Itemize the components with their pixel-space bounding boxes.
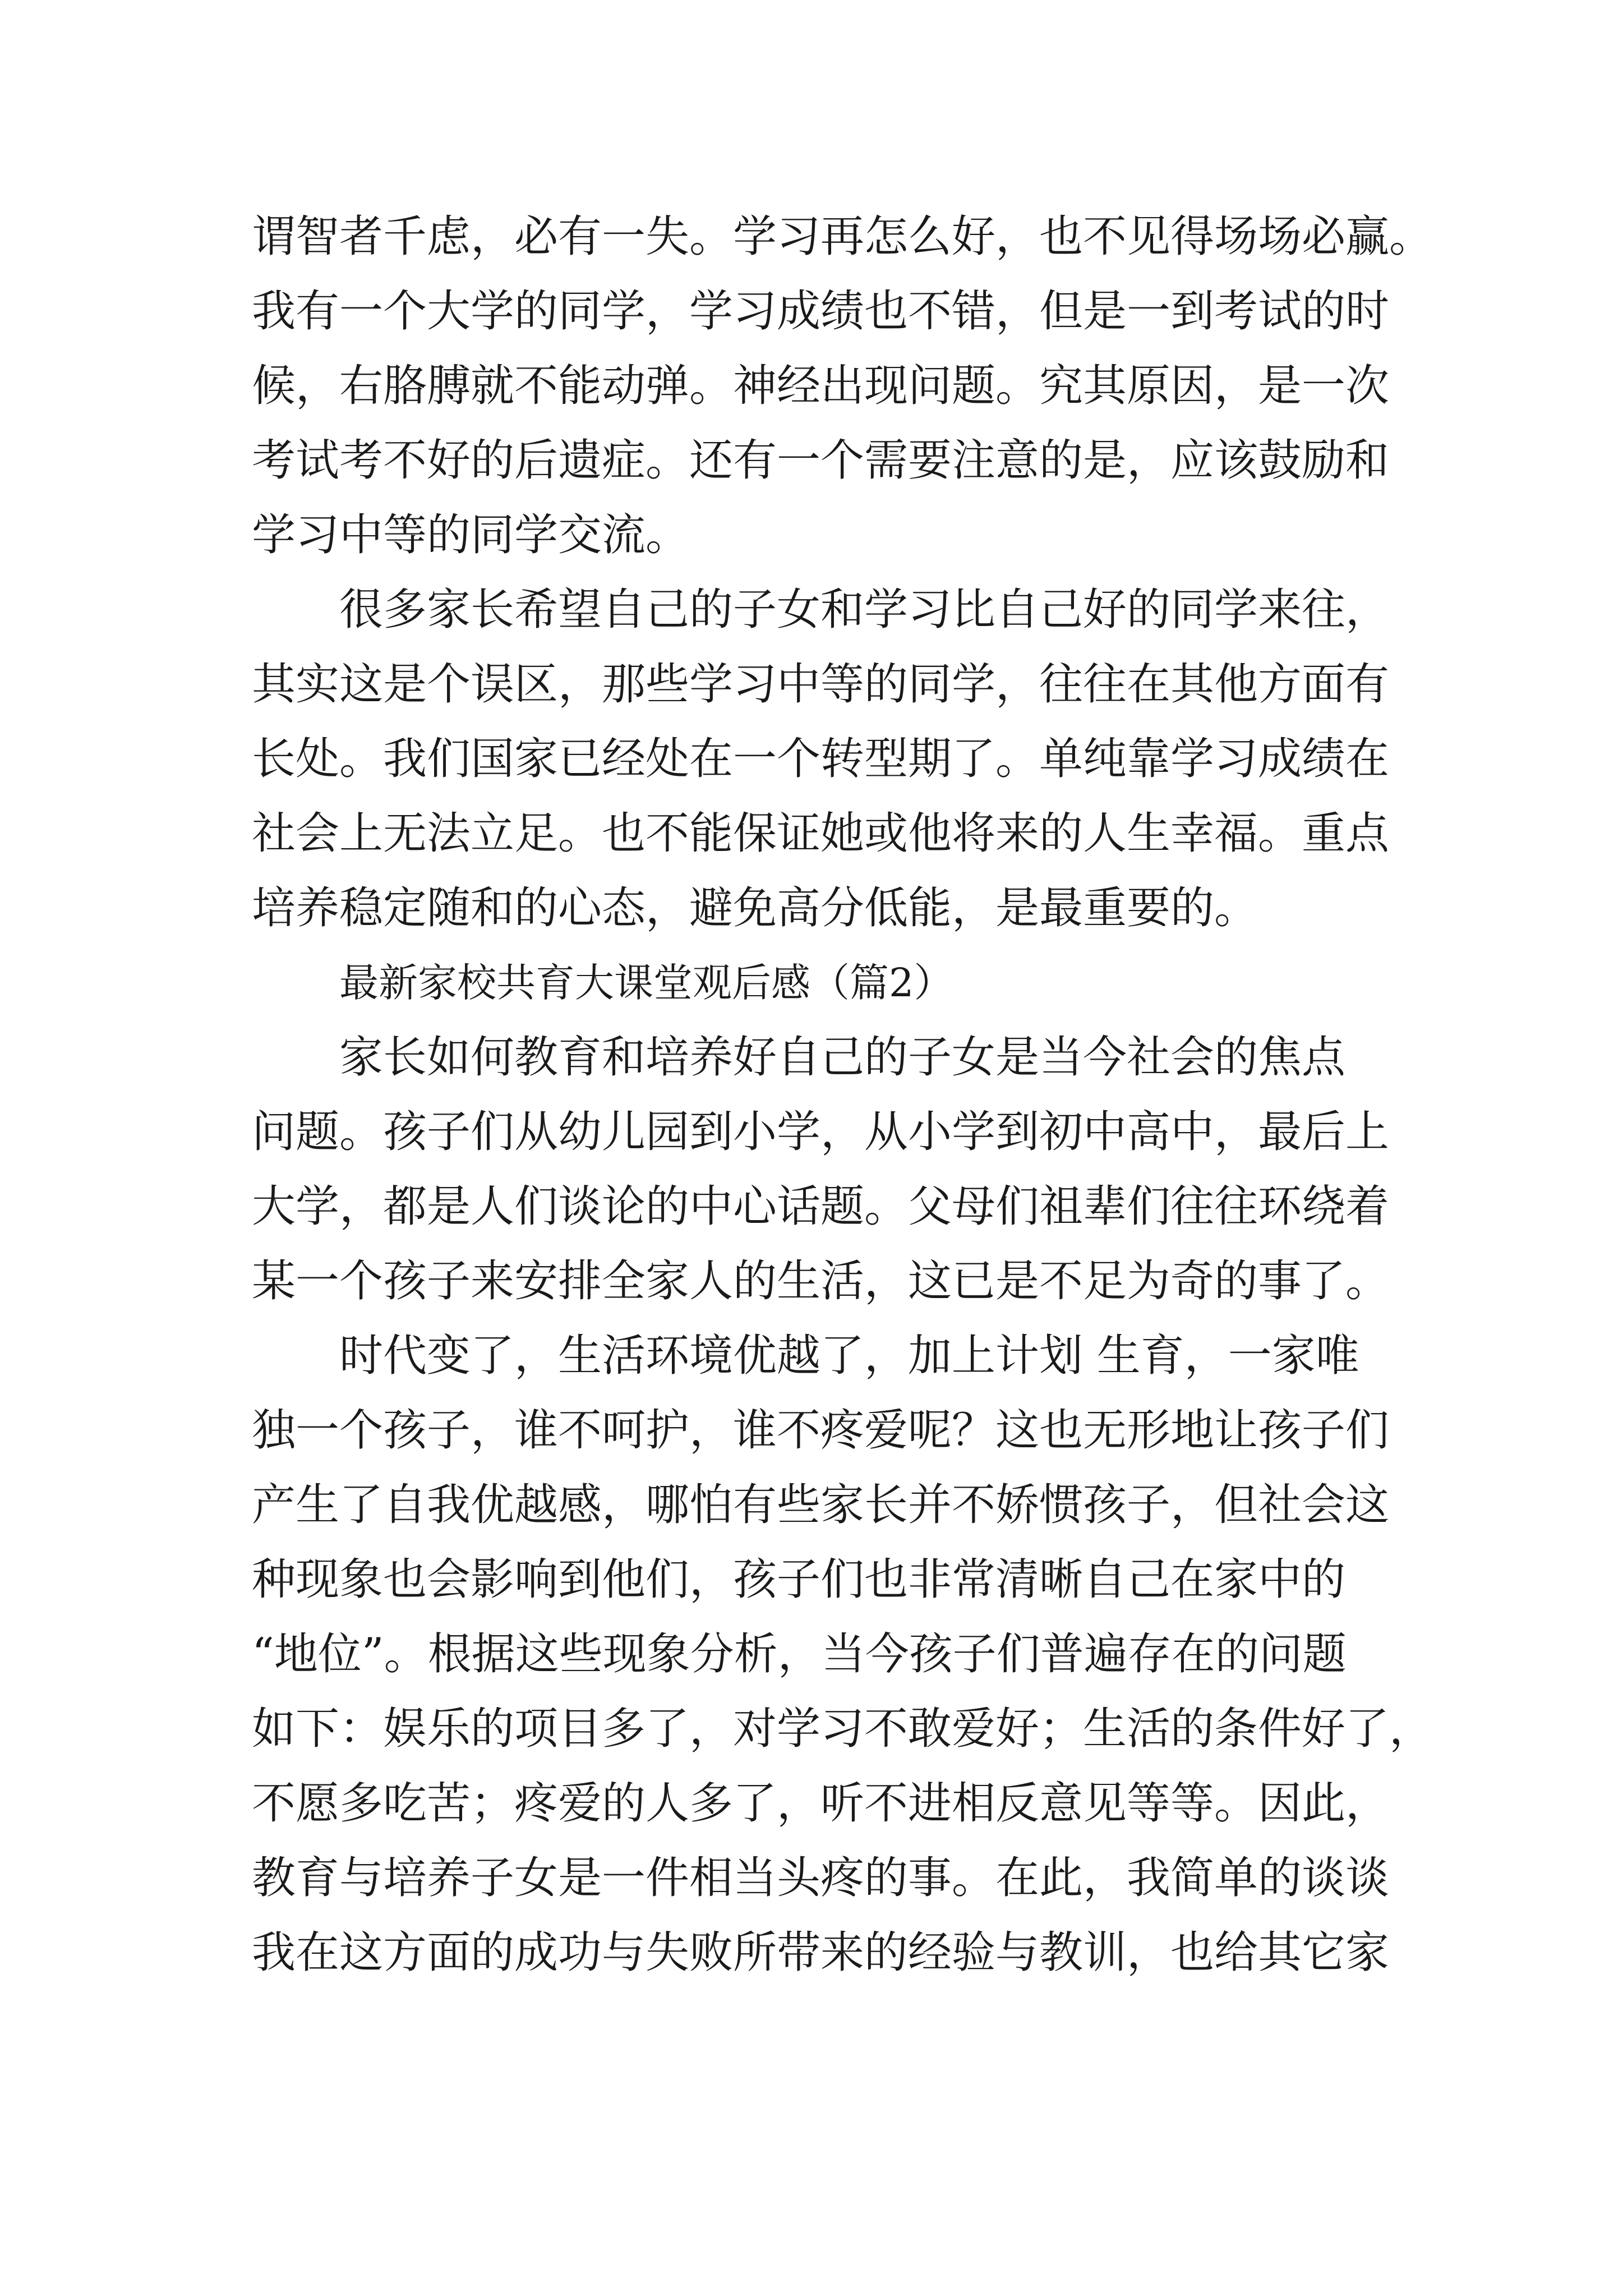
text-line: 某一个孩子来安排全家人的生活，这已是不足为奇的事了。 (252, 1256, 1390, 1306)
text-line: 不愿多吃苦；疼爱的人多了，听不进相反意见等等。因此， (252, 1778, 1390, 1829)
text-line: 候，右胳膊就不能动弹。神经出现问题。究其原因，是一次 (252, 361, 1390, 411)
text-line: 问题。孩子们从幼儿园到小学，从小学到初中高中，最后上 (252, 1107, 1390, 1157)
text-line: 长处。我们国家已经处在一个转型期了。单纯靠学习成绩在 (252, 734, 1390, 784)
text-line: 其实这是个误区，那些学习中等的同学，往往在其他方面有 (252, 659, 1390, 710)
paragraph-start: 很多家长希望自己的子女和学习比自己好的同学来往， (339, 585, 1390, 635)
text-line: 种现象也会影响到他们，孩子们也非常清晰自己在家中的 (252, 1554, 1346, 1605)
text-line: 考试考不好的后遗症。还有一个需要注意的是，应该鼓励和 (252, 435, 1390, 486)
paragraph-start: 时代变了，生活环境优越了，加上计划 生育，一家唯 (339, 1331, 1359, 1381)
text-line: 我有一个大学的同学，学习成绩也不错，但是一到考试的时 (252, 286, 1390, 337)
text-line: 教育与培养子女是一件相当头疼的事。在此，我简单的谈谈 (252, 1853, 1390, 1903)
paragraph-start: 家长如何教育和培养好自己的子女是当今社会的焦点 (339, 1032, 1346, 1083)
text-line: 如下：娱乐的项目多了，对学习不敢爱好；生活的条件好了， (252, 1704, 1433, 1754)
text-line: 谓智者千虑，必有一失。学习再怎么好，也不见得场场必赢。 (252, 211, 1433, 262)
text-line: 独一个孩子，谁不呵护，谁不疼爱呢？这也无形地让孩子们 (252, 1405, 1390, 1456)
section-heading: 最新家校共育大课堂观后感（篇2） (339, 960, 953, 1006)
text-line: “地位”。根据这些现象分析，当今孩子们普遍存在的问题 (252, 1629, 1347, 1680)
text-line: 培养稳定随和的心态，避免高分低能，是最重要的。 (252, 883, 1258, 933)
text-line: 大学，都是人们谈论的中心话题。父母们祖辈们往往环绕着 (252, 1181, 1390, 1232)
text-line: 学习中等的同学交流。 (252, 510, 690, 560)
text-line: 我在这方面的成功与失败所带来的经验与教训，也给其它家 (252, 1927, 1390, 1978)
document-body (252, 200, 1433, 1990)
text-line: 社会上无法立足。也不能保证她或他将来的人生幸福。重点 (252, 808, 1390, 859)
text-line: 产生了自我优越感，哪怕有些家长并不娇惯孩子，但社会这 (252, 1480, 1390, 1530)
